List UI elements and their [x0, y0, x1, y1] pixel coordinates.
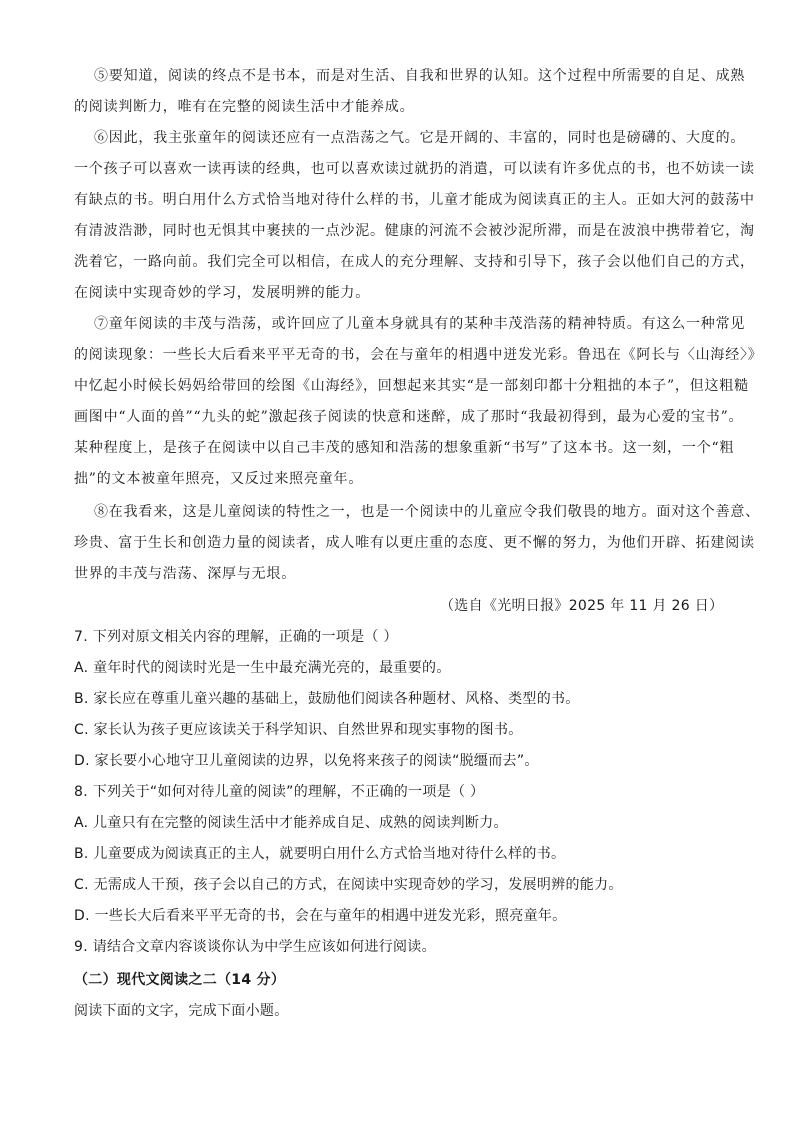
option-8c: C. 无需成人干预，孩子会以自己的方式，在阅读中实现奇妙的学习，发展明辨的能力。 [74, 877, 623, 893]
article-line: 有缺点的书。明白用什么方式恰当地对待什么样的书，儿童才能成为阅读真正的主人。正如大河的鼓荡中 [74, 192, 755, 208]
question-9: 9. 请结合文章内容谈谈你认为中学生应该如何进行阅读。 [74, 939, 436, 955]
article-line: 的阅读判断力，唯有在完整的阅读生活中才能养成。 [74, 99, 415, 115]
section-heading: （二）现代文阅读之二（14 分） [74, 972, 286, 988]
option-7b: B. 家长应在尊重儿童兴趣的基础上，鼓励他们阅读各种题材、风格、类型的书。 [74, 691, 580, 707]
article-line: 有清波浩渺，同时也无惧其中裹挟的一点沙泥。健康的河流不会被沙泥所滞，而是在波浪中携带着它，淘 [74, 223, 755, 239]
article-line: 洗着它，一路向前。我们完全可以相信，在成人的充分理解、支持和引导下，孩子会以他们自己的方式， [74, 254, 755, 270]
option-8b: B. 儿童要成为阅读真正的主人，就要明白用什么方式恰当地对待什么样的书。 [74, 846, 566, 862]
article-source: （选自《光明日报》2025 年 11 月 26 日） [440, 598, 724, 614]
article-line: 珍贵、富于生长和创造力量的阅读者，成人唯有以更庄重的态度、更不懈的努力，为他们开辟、拓建阅读 [74, 535, 755, 551]
article-line: 在阅读中实现奇妙的学习，发展明辨的能力。 [74, 285, 370, 301]
article-line: ⑤要知道，阅读的终点不是书本，而是对生活、自我和世界的认知。这个过程中所需要的自足、成熟 [94, 68, 746, 84]
option-8a: A. 儿童只有在完整的阅读生活中才能养成自足、成熟的阅读判断力。 [74, 815, 508, 831]
option-7d: D. 家长要小心地守卫儿童阅读的边界，以免将来孩子的阅读“脱缰而去”。 [74, 753, 539, 769]
article-line: ⑦童年阅读的丰茂与浩荡，或许回应了儿童本身就具有的某种丰茂浩荡的精神特质。有这么一种常见 [94, 316, 746, 332]
article-line: ⑥因此，我主张童年的阅读还应有一点浩荡之气。它是开阔的、丰富的，同时也是磅礴的、大度的。 [94, 130, 746, 146]
section-instruction: 阅读下面的文字，完成下面小题。 [74, 1003, 289, 1019]
option-8d: D. 一些长大后看来平平无奇的书，会在与童年的相遇中迸发光彩，照亮童年。 [74, 908, 567, 924]
article-line: ⑧在我看来，这是儿童阅读的特性之一，也是一个阅读中的儿童应令我们敬畏的地方。面对这个善意、 [94, 504, 760, 520]
article-line: 的阅读现象：一些长大后看来平平无奇的书，会在与童年的相遇中迸发光彩。鲁迅在《阿长与〈山海经〉》 [74, 347, 763, 363]
article-line: 中忆起小时候长妈妈给带回的绘图《山海经》，回想起来其实“是一部刻印都十分粗拙的本子”，但这粗糙 [74, 378, 749, 394]
article-line: 拙”的文本被童年照亮，又反过来照亮童年。 [74, 471, 364, 487]
article-line: 某种程度上，是孩子在阅读中以自己丰茂的感知和浩荡的想象重新“书写”了这本书。这一刻，一个“粗 [74, 440, 735, 456]
article-line: 画图中“人面的兽”“九头的蛇”激起孩子阅读的快意和迷醉，成了那时“我最初得到，最为心爱的宝书”。 [74, 409, 744, 425]
article-line: 世界的丰茂与浩荡、深厚与无垠。 [74, 566, 296, 582]
option-7a: A. 童年时代的阅读时光是一生中最充满光亮的，最重要的。 [74, 660, 451, 676]
question-7: 7. 下列对原文相关内容的理解，正确的一项是（ ） [74, 629, 398, 645]
question-8: 8. 下列关于“如何对待儿童的阅读”的理解，不正确的一项是（ ） [74, 784, 485, 800]
option-7c: C. 家长认为孩子更应该读关于科学知识、自然世界和现实事物的图书。 [74, 722, 523, 738]
article-line: 一个孩子可以喜欢一读再读的经典，也可以喜欢读过就扔的消遣，可以读有许多优点的书，也不妨读一读 [74, 161, 755, 177]
